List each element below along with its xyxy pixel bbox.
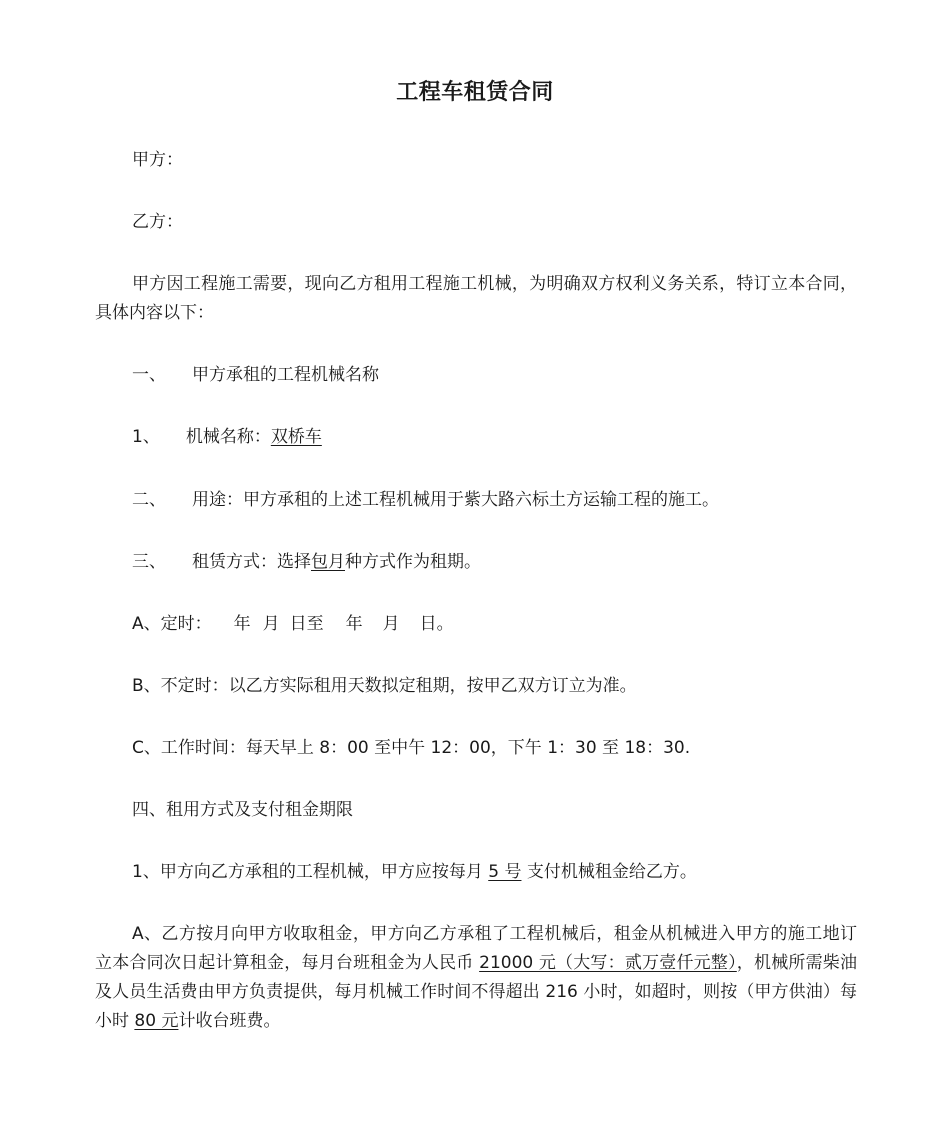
section-3-number: 三、 (132, 552, 166, 572)
party-b-line: 乙方： (132, 212, 183, 232)
section-1-number: 一、 (132, 365, 166, 385)
monthly-rent-amount: 21000 元（大写：贰万壹仟元整） (479, 953, 737, 973)
section-3-text-after: 种方式作为租期。 (345, 552, 481, 572)
option-b-line: B、不定时：以乙方实际租用天数拟定租期，按甲乙双方订立为准。 (132, 676, 637, 696)
option-a-year-2: 年 (345, 614, 363, 634)
clause-a-text-1: A、乙方按月向甲方收取租金，甲方向乙方承租了工程机械后，租金从机械进入甲方的施工地订立本合同次日起计算租金，每月台班租金为人民币 (95, 924, 857, 973)
rental-choice-value: 包月 (311, 552, 345, 572)
option-a-year-1: 年 (233, 614, 251, 634)
party-a-line: 甲方： (132, 150, 183, 170)
option-a-line (132, 610, 454, 639)
clause-a-paragraph (95, 920, 857, 1036)
option-a-month-2: 月 (382, 614, 400, 634)
section-4-heading: 四、租用方式及支付租金期限 (132, 800, 353, 820)
option-a-day-2: 日。 (419, 614, 454, 634)
clause-1-before: 1、甲方向乙方承租的工程机械，甲方应按每月 (132, 862, 483, 882)
section-2-line (132, 486, 719, 515)
item-1-number: 1、 (132, 427, 160, 447)
section-2-text: 用途：甲方承租的上述工程机械用于紫大路六标土方运输工程的施工。 (192, 490, 719, 510)
section-3-text-before: 租赁方式：选择 (192, 552, 311, 572)
option-a-month-1: 月 (262, 614, 280, 634)
clause-a-text-2: ，机械所需柴油及人员生活费由甲方负责提供，每月机械工作时间不得超出 216 小时，如超时，则按（甲方供油）每小时 (95, 953, 858, 1031)
machine-name-value: 双桥车 (270, 427, 322, 447)
section-2-number: 二、 (132, 490, 166, 510)
clause-1-after: 支付机械租金给乙方。 (526, 862, 697, 882)
item-1-label: 机械名称： (185, 427, 271, 447)
payment-day-value: 5 号 (488, 862, 522, 882)
hourly-rate-value: 80 元 (134, 1011, 179, 1031)
clause-a-text-3: 计收台班费。 (178, 1011, 281, 1031)
option-a-day-to: 日至 (289, 614, 324, 634)
document-title: 工程车租赁合同 (396, 80, 554, 105)
section-1-title: 甲方承租的工程机械名称 (192, 365, 379, 385)
section-3-line (132, 548, 481, 577)
intro-paragraph: 甲方因工程施工需要，现向乙方租用工程施工机械，为明确双方权利义务关系，特订立本合同，具体内容以下： (95, 274, 857, 323)
option-c-line: C、工作时间：每天早上 8：00 至中午 12：00，下午 1：30 至 18：30. (132, 738, 691, 758)
option-a-label: A、定时： (132, 614, 212, 634)
item-1-line (132, 423, 322, 452)
section-1-heading (132, 361, 379, 390)
clause-1-line (132, 858, 697, 887)
